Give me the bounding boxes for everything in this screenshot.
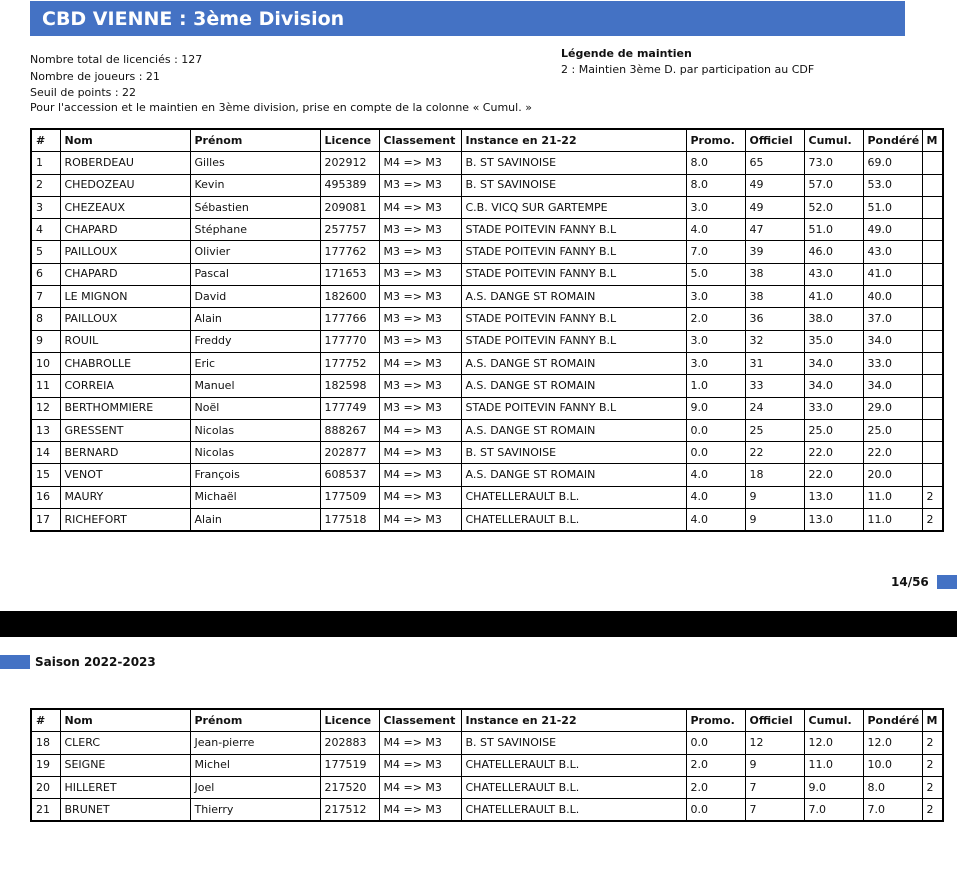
cell-promo: 4.0 [686, 509, 745, 532]
cell-officiel: 7 [745, 776, 804, 798]
table-row [31, 196, 943, 218]
column-header-officiel: Officiel [745, 129, 804, 152]
cell-nom: CHEDOZEAU [60, 174, 190, 196]
cell-nom: MAURY [60, 486, 190, 508]
total-licencies: Nombre total de licenciés : 127 [30, 53, 203, 66]
cell-rank: 20 [31, 776, 60, 798]
cell-licence: 177518 [320, 509, 379, 532]
column-header-instance: Instance en 21-22 [461, 709, 686, 732]
cell-classement: M4 => M3 [379, 352, 461, 374]
cell-classement: M4 => M3 [379, 152, 461, 174]
cell-nom: CHAPARD [60, 219, 190, 241]
cell-nom: ROUIL [60, 330, 190, 352]
cell-pondere: 12.0 [863, 732, 922, 754]
column-header-promo: Promo. [686, 129, 745, 152]
cell-licence: 177509 [320, 486, 379, 508]
cell-instance: CHATELLERAULT B.L. [461, 754, 686, 776]
cell-classement: M3 => M3 [379, 397, 461, 419]
cell-licence: 888267 [320, 419, 379, 441]
page-marker [937, 575, 957, 589]
division-title: CBD VIENNE : 3ème Division [30, 1, 905, 36]
column-header-maintien: M [922, 709, 943, 732]
cell-instance: C.B. VICQ SUR GARTEMPE [461, 196, 686, 218]
table-row [31, 308, 943, 330]
cell-promo: 0.0 [686, 732, 745, 754]
cell-instance: A.S. DANGE ST ROMAIN [461, 419, 686, 441]
cell-instance: B. ST SAVINOISE [461, 152, 686, 174]
cell-pondere: 43.0 [863, 241, 922, 263]
cell-prenom: Michaël [190, 486, 320, 508]
legend-item: 2 : Maintien 3ème D. par participation au CDF [561, 63, 815, 76]
table-body [31, 152, 943, 532]
cell-officiel: 9 [745, 754, 804, 776]
cell-nom: LE MIGNON [60, 286, 190, 308]
cell-licence: 202877 [320, 442, 379, 464]
cell-classement: M4 => M3 [379, 464, 461, 486]
cell-promo: 4.0 [686, 464, 745, 486]
column-header-prenom: Prénom [190, 709, 320, 732]
column-header-prenom: Prénom [190, 129, 320, 152]
cell-maintien [922, 308, 943, 330]
cell-cumul: 51.0 [804, 219, 863, 241]
cell-instance: B. ST SAVINOISE [461, 732, 686, 754]
cell-officiel: 65 [745, 152, 804, 174]
cell-nom: VENOT [60, 464, 190, 486]
cell-promo: 0.0 [686, 799, 745, 822]
cell-licence: 177752 [320, 352, 379, 374]
cell-prenom: Kevin [190, 174, 320, 196]
cell-licence: 495389 [320, 174, 379, 196]
cell-promo: 8.0 [686, 174, 745, 196]
cell-maintien: 2 [922, 486, 943, 508]
cell-officiel: 33 [745, 375, 804, 397]
cell-licence: 202883 [320, 732, 379, 754]
cell-licence: 177766 [320, 308, 379, 330]
page-separator [0, 611, 957, 637]
cell-maintien [922, 419, 943, 441]
cell-promo: 3.0 [686, 352, 745, 374]
cell-instance: A.S. DANGE ST ROMAIN [461, 352, 686, 374]
page-number: 14/56 [891, 575, 929, 589]
column-header-pondere: Pondéré [863, 709, 922, 732]
cell-promo: 2.0 [686, 754, 745, 776]
cell-rank: 15 [31, 464, 60, 486]
cell-pondere: 29.0 [863, 397, 922, 419]
cell-cumul: 22.0 [804, 442, 863, 464]
cell-promo: 5.0 [686, 263, 745, 285]
table-body [31, 732, 943, 822]
cell-promo: 4.0 [686, 486, 745, 508]
table-header-row [31, 129, 943, 152]
cell-classement: M4 => M3 [379, 799, 461, 822]
cell-classement: M3 => M3 [379, 174, 461, 196]
cell-maintien: 2 [922, 754, 943, 776]
cell-cumul: 33.0 [804, 397, 863, 419]
cell-rank: 10 [31, 352, 60, 374]
table-row [31, 464, 943, 486]
cell-promo: 2.0 [686, 776, 745, 798]
cell-prenom: Olivier [190, 241, 320, 263]
cell-instance: CHATELLERAULT B.L. [461, 486, 686, 508]
cell-cumul: 7.0 [804, 799, 863, 822]
cell-maintien [922, 464, 943, 486]
cell-nom: PAILLOUX [60, 308, 190, 330]
nombre-joueurs: Nombre de joueurs : 21 [30, 69, 160, 83]
cell-pondere: 22.0 [863, 442, 922, 464]
table-row [31, 419, 943, 441]
column-header-nom: Nom [60, 709, 190, 732]
cell-rank: 17 [31, 509, 60, 532]
table-row [31, 263, 943, 285]
cell-classement: M3 => M3 [379, 286, 461, 308]
cell-officiel: 9 [745, 486, 804, 508]
cell-prenom: Nicolas [190, 419, 320, 441]
cell-classement: M4 => M3 [379, 776, 461, 798]
cell-pondere: 25.0 [863, 419, 922, 441]
cell-instance: A.S. DANGE ST ROMAIN [461, 464, 686, 486]
cell-classement: M4 => M3 [379, 486, 461, 508]
season-label: Saison 2022-2023 [35, 655, 156, 669]
column-header-promo: Promo. [686, 709, 745, 732]
cell-maintien [922, 375, 943, 397]
cell-cumul: 9.0 [804, 776, 863, 798]
cell-nom: CHAPARD [60, 263, 190, 285]
cell-pondere: 11.0 [863, 486, 922, 508]
cell-pondere: 11.0 [863, 509, 922, 532]
cell-rank: 16 [31, 486, 60, 508]
cell-nom: PAILLOUX [60, 241, 190, 263]
cell-officiel: 38 [745, 263, 804, 285]
cell-maintien [922, 263, 943, 285]
cell-pondere: 49.0 [863, 219, 922, 241]
cell-pondere: 37.0 [863, 308, 922, 330]
cell-prenom: Eric [190, 352, 320, 374]
cell-prenom: Noël [190, 397, 320, 419]
cell-maintien [922, 286, 943, 308]
cell-prenom: Alain [190, 509, 320, 532]
cell-officiel: 49 [745, 174, 804, 196]
cell-licence: 217520 [320, 776, 379, 798]
cell-licence: 182600 [320, 286, 379, 308]
cell-pondere: 40.0 [863, 286, 922, 308]
cell-instance: CHATELLERAULT B.L. [461, 509, 686, 532]
table-row [31, 754, 943, 776]
cell-cumul: 34.0 [804, 352, 863, 374]
cell-pondere: 8.0 [863, 776, 922, 798]
column-header-instance: Instance en 21-22 [461, 129, 686, 152]
cell-cumul: 12.0 [804, 732, 863, 754]
cell-rank: 4 [31, 219, 60, 241]
cell-nom: GRESSENT [60, 419, 190, 441]
cell-nom: BERTHOMMIERE [60, 397, 190, 419]
cell-classement: M4 => M3 [379, 196, 461, 218]
table-row [31, 732, 943, 754]
cell-instance: A.S. DANGE ST ROMAIN [461, 286, 686, 308]
ranking-table-page-1 [30, 128, 944, 532]
cell-instance: STADE POITEVIN FANNY B.L [461, 263, 686, 285]
cell-maintien: 2 [922, 776, 943, 798]
cell-classement: M4 => M3 [379, 509, 461, 532]
cell-promo: 3.0 [686, 286, 745, 308]
cell-cumul: 13.0 [804, 486, 863, 508]
table-row [31, 486, 943, 508]
table-row [31, 799, 943, 822]
cell-pondere: 34.0 [863, 330, 922, 352]
cell-instance: STADE POITEVIN FANNY B.L [461, 219, 686, 241]
cell-maintien: 2 [922, 732, 943, 754]
table-row [31, 375, 943, 397]
cell-maintien: 2 [922, 509, 943, 532]
cell-maintien [922, 196, 943, 218]
cell-nom: SEIGNE [60, 754, 190, 776]
cell-rank: 3 [31, 196, 60, 218]
cell-licence: 257757 [320, 219, 379, 241]
cell-promo: 9.0 [686, 397, 745, 419]
cell-licence: 177770 [320, 330, 379, 352]
cell-rank: 14 [31, 442, 60, 464]
cell-cumul: 46.0 [804, 241, 863, 263]
cell-prenom: Alain [190, 308, 320, 330]
cell-instance: STADE POITEVIN FANNY B.L [461, 308, 686, 330]
column-header-maintien: M [922, 129, 943, 152]
cell-prenom: Sébastien [190, 196, 320, 218]
cell-officiel: 47 [745, 219, 804, 241]
cell-pondere: 34.0 [863, 375, 922, 397]
column-header-rank: # [31, 129, 60, 152]
cell-licence: 209081 [320, 196, 379, 218]
cell-cumul: 73.0 [804, 152, 863, 174]
cell-promo: 7.0 [686, 241, 745, 263]
cell-officiel: 38 [745, 286, 804, 308]
column-header-licence: Licence [320, 129, 379, 152]
cell-cumul: 52.0 [804, 196, 863, 218]
cell-pondere: 51.0 [863, 196, 922, 218]
column-header-nom: Nom [60, 129, 190, 152]
cell-prenom: François [190, 464, 320, 486]
cell-classement: M4 => M3 [379, 754, 461, 776]
cell-pondere: 69.0 [863, 152, 922, 174]
table-row [31, 286, 943, 308]
cell-rank: 2 [31, 174, 60, 196]
cell-classement: M3 => M3 [379, 375, 461, 397]
cell-rank: 19 [31, 754, 60, 776]
cell-officiel: 49 [745, 196, 804, 218]
cell-nom: BRUNET [60, 799, 190, 822]
cell-maintien [922, 174, 943, 196]
table-row [31, 397, 943, 419]
cell-rank: 1 [31, 152, 60, 174]
cell-classement: M3 => M3 [379, 219, 461, 241]
cell-maintien [922, 219, 943, 241]
cell-instance: STADE POITEVIN FANNY B.L [461, 397, 686, 419]
table-header-row [31, 709, 943, 732]
cell-maintien: 2 [922, 799, 943, 822]
cell-licence: 202912 [320, 152, 379, 174]
cell-promo: 0.0 [686, 419, 745, 441]
cell-nom: BERNARD [60, 442, 190, 464]
cell-rank: 7 [31, 286, 60, 308]
cell-licence: 177519 [320, 754, 379, 776]
cell-prenom: Manuel [190, 375, 320, 397]
cell-licence: 217512 [320, 799, 379, 822]
cell-prenom: Thierry [190, 799, 320, 822]
cell-licence: 608537 [320, 464, 379, 486]
cell-maintien [922, 330, 943, 352]
column-header-cumul: Cumul. [804, 129, 863, 152]
cell-pondere: 20.0 [863, 464, 922, 486]
ranking-table-page-2 [30, 708, 944, 822]
cell-officiel: 24 [745, 397, 804, 419]
cell-maintien [922, 442, 943, 464]
cell-rank: 9 [31, 330, 60, 352]
column-header-pondere: Pondéré [863, 129, 922, 152]
cell-instance: B. ST SAVINOISE [461, 442, 686, 464]
column-header-licence: Licence [320, 709, 379, 732]
cell-nom: CLERC [60, 732, 190, 754]
cell-promo: 0.0 [686, 442, 745, 464]
table-row [31, 174, 943, 196]
cell-officiel: 39 [745, 241, 804, 263]
legend-block [561, 46, 814, 78]
cell-pondere: 53.0 [863, 174, 922, 196]
table-row [31, 442, 943, 464]
stats-block [30, 52, 202, 102]
cell-licence: 182598 [320, 375, 379, 397]
cell-cumul: 35.0 [804, 330, 863, 352]
cell-nom: CHABROLLE [60, 352, 190, 374]
cell-officiel: 22 [745, 442, 804, 464]
cell-licence: 171653 [320, 263, 379, 285]
cell-officiel: 12 [745, 732, 804, 754]
cell-licence: 177749 [320, 397, 379, 419]
cell-officiel: 32 [745, 330, 804, 352]
cell-classement: M3 => M3 [379, 241, 461, 263]
cell-nom: CHEZEAUX [60, 196, 190, 218]
cell-prenom: David [190, 286, 320, 308]
cell-promo: 3.0 [686, 330, 745, 352]
cell-cumul: 38.0 [804, 308, 863, 330]
cell-instance: STADE POITEVIN FANNY B.L [461, 241, 686, 263]
cell-nom: RICHEFORT [60, 509, 190, 532]
cell-classement: M3 => M3 [379, 330, 461, 352]
table-row [31, 330, 943, 352]
cell-rank: 8 [31, 308, 60, 330]
cell-prenom: Jean-pierre [190, 732, 320, 754]
cell-classement: M4 => M3 [379, 419, 461, 441]
cell-cumul: 25.0 [804, 419, 863, 441]
cell-nom: CORREIA [60, 375, 190, 397]
table-row [31, 152, 943, 174]
season-marker [0, 655, 30, 669]
cell-cumul: 11.0 [804, 754, 863, 776]
accession-note: Pour l'accession et le maintien en 3ème division, prise en compte de la colonne « Cumul. » [30, 101, 532, 114]
cell-classement: M4 => M3 [379, 442, 461, 464]
cell-licence: 177762 [320, 241, 379, 263]
cell-instance: A.S. DANGE ST ROMAIN [461, 375, 686, 397]
cell-cumul: 57.0 [804, 174, 863, 196]
cell-cumul: 43.0 [804, 263, 863, 285]
cell-officiel: 36 [745, 308, 804, 330]
table-row [31, 241, 943, 263]
cell-rank: 18 [31, 732, 60, 754]
cell-cumul: 22.0 [804, 464, 863, 486]
seuil-points: Seuil de points : 22 [30, 86, 137, 99]
cell-prenom: Nicolas [190, 442, 320, 464]
cell-maintien [922, 152, 943, 174]
column-header-officiel: Officiel [745, 709, 804, 732]
cell-classement: M3 => M3 [379, 263, 461, 285]
cell-rank: 13 [31, 419, 60, 441]
cell-promo: 8.0 [686, 152, 745, 174]
cell-rank: 11 [31, 375, 60, 397]
cell-officiel: 7 [745, 799, 804, 822]
table-row [31, 219, 943, 241]
column-header-classement: Classement [379, 709, 461, 732]
cell-rank: 12 [31, 397, 60, 419]
cell-rank: 5 [31, 241, 60, 263]
table-row [31, 509, 943, 532]
cell-promo: 1.0 [686, 375, 745, 397]
cell-prenom: Gilles [190, 152, 320, 174]
table-row [31, 352, 943, 374]
cell-instance: STADE POITEVIN FANNY B.L [461, 330, 686, 352]
cell-maintien [922, 352, 943, 374]
cell-maintien [922, 397, 943, 419]
cell-prenom: Freddy [190, 330, 320, 352]
cell-officiel: 31 [745, 352, 804, 374]
cell-prenom: Pascal [190, 263, 320, 285]
cell-prenom: Joel [190, 776, 320, 798]
cell-rank: 6 [31, 263, 60, 285]
cell-rank: 21 [31, 799, 60, 822]
cell-pondere: 7.0 [863, 799, 922, 822]
column-header-rank: # [31, 709, 60, 732]
cell-cumul: 34.0 [804, 375, 863, 397]
cell-maintien [922, 241, 943, 263]
table-row [31, 776, 943, 798]
cell-pondere: 10.0 [863, 754, 922, 776]
cell-nom: HILLERET [60, 776, 190, 798]
cell-promo: 4.0 [686, 219, 745, 241]
cell-officiel: 25 [745, 419, 804, 441]
cell-nom: ROBERDEAU [60, 152, 190, 174]
cell-instance: B. ST SAVINOISE [461, 174, 686, 196]
cell-classement: M4 => M3 [379, 732, 461, 754]
cell-classement: M3 => M3 [379, 308, 461, 330]
column-header-classement: Classement [379, 129, 461, 152]
cell-instance: CHATELLERAULT B.L. [461, 776, 686, 798]
cell-prenom: Stéphane [190, 219, 320, 241]
cell-pondere: 41.0 [863, 263, 922, 285]
cell-cumul: 41.0 [804, 286, 863, 308]
cell-cumul: 13.0 [804, 509, 863, 532]
cell-pondere: 33.0 [863, 352, 922, 374]
cell-prenom: Michel [190, 754, 320, 776]
cell-officiel: 9 [745, 509, 804, 532]
cell-promo: 3.0 [686, 196, 745, 218]
legend-title: Légende de maintien [561, 47, 692, 60]
column-header-cumul: Cumul. [804, 709, 863, 732]
cell-instance: CHATELLERAULT B.L. [461, 799, 686, 822]
cell-promo: 2.0 [686, 308, 745, 330]
cell-officiel: 18 [745, 464, 804, 486]
